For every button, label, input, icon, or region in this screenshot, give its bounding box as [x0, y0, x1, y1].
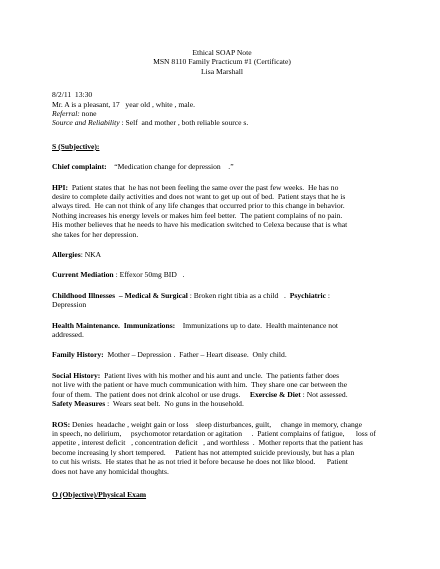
source-value: : Self and mother , both reliable source s. — [119, 118, 249, 128]
hpi-label: HPI: — [52, 182, 69, 192]
header-title: Ethical SOAP Note — [192, 48, 252, 57]
ros-line: does not have any homicidal thoughts. — [52, 466, 169, 476]
family-history-value: Mother – Depression . Father – Heart disease. Only child. — [103, 350, 287, 360]
ros-line: to cut his wrists. He states that he as not tried it before because he does not like blood. Patient — [52, 457, 348, 467]
childhood-value: : Broken right tibia as a child . — [187, 290, 286, 300]
childhood-illnesses — [52, 291, 392, 310]
social-line — [52, 371, 392, 380]
referral-label: Referral: — [52, 108, 80, 118]
ros-block — [52, 420, 392, 476]
hpi-line: desire to complete daily activities and does not want to get up out of bed. Patient stays that he is — [52, 192, 346, 202]
subjective-title: S (Subjective): — [52, 141, 100, 151]
exercise-diet-label: Exercise & Diet — [249, 389, 301, 399]
hpi-line — [52, 183, 392, 192]
referral-value: none — [79, 108, 97, 118]
social-history-label: Social History: — [52, 370, 101, 380]
header-author: Lisa Marshall — [201, 66, 243, 76]
hpi-line: His mother believes that he needs to have his medication switched to Celexa because that is what — [52, 220, 348, 230]
ros-line: become increasing ly short tempered. Patient has not attempted suicide previously, but has a plan — [52, 447, 355, 457]
ros-line: appetite , interest deficit , concentration deficit , and worthless . Mother reports that the patient has — [52, 438, 363, 448]
childhood-line — [52, 291, 392, 300]
exercise-diet-value: : Not assessed. — [300, 389, 348, 399]
childhood-label: Childhood Illnesses – Medical & Surgical — [52, 290, 188, 300]
social-history-text: four of them. The patient does not drink alcohol or use drugs. — [52, 389, 250, 399]
source-label: Source and Reliability — [52, 118, 120, 128]
hpi-block — [52, 183, 392, 239]
referral-line — [52, 109, 392, 118]
social-line: not live with the patient or have much communication with him. They share one car between the — [52, 380, 348, 390]
medication-value: : Effexor 50mg BID . — [113, 270, 185, 280]
patient-description: Mr. A is a pleasant, 17 year old , white , male. — [52, 99, 195, 109]
social-history — [52, 371, 392, 409]
safety-line — [52, 399, 392, 408]
social-history-text: Patient lives with his mother and his aunt and uncle. The patients father does — [100, 370, 340, 380]
hpi-line: Nothing increases his energy levels or makes him feel better. The patient complains of no pain. — [52, 210, 343, 220]
allergies — [52, 250, 392, 259]
objective-title: O (Objective)/Physical Exam — [52, 489, 147, 499]
psychiatric-value: Depression — [52, 300, 87, 310]
allergies-label: Allergies — [52, 250, 81, 260]
medication-label: Current Mediation — [52, 270, 114, 280]
hpi-line: she takes for her depression. — [52, 229, 139, 239]
document-header — [52, 48, 392, 76]
hpi-text: Patient states that he has not been feeling the same over the past few weeks. He has no — [68, 182, 339, 192]
psychiatric-colon: : — [326, 290, 331, 300]
allergies-value: : NKA — [80, 250, 102, 260]
health-maintenance — [52, 321, 392, 340]
psychiatric-label: Psychiatric — [285, 290, 327, 300]
ros-text: Denies headache , weight gain or loss sleep disturbances, guilt, change in memory, change — [70, 419, 362, 429]
visit-datetime: 8/2/11 13:30 — [52, 90, 93, 100]
ros-line — [52, 420, 392, 429]
family-history — [52, 350, 392, 359]
safety-measures-label: Safety Measures — [52, 399, 106, 409]
chief-complaint-value: “Medication change for depression .” — [106, 162, 234, 172]
ros-label: ROS: — [52, 419, 71, 429]
chief-complaint-label: Chief complaint: — [52, 162, 107, 172]
health-value-line2: addressed. — [52, 330, 84, 340]
hpi-line: always tired. He can not think of any life changes that occurred prior to this change in behavior. — [52, 201, 345, 211]
source-line — [52, 118, 392, 127]
current-medication — [52, 270, 392, 279]
header-course: MSN 8110 Family Practicum #1 (Certificate) — [153, 57, 291, 67]
family-history-label: Family History: — [52, 350, 104, 360]
chief-complaint — [52, 162, 392, 171]
social-line — [52, 390, 392, 399]
health-line — [52, 321, 392, 330]
health-label: Health Maintenance. Immunizations: — [52, 320, 176, 330]
health-value: Immunizations up to date. Health maintenance not — [175, 320, 338, 330]
ros-line: in speech, no delirium, psychomotor retardation or agitation . Patient complains of fatigue, loss of — [52, 428, 376, 438]
safety-measures-value: : Wears seat belt. No guns in the household. — [105, 399, 244, 409]
